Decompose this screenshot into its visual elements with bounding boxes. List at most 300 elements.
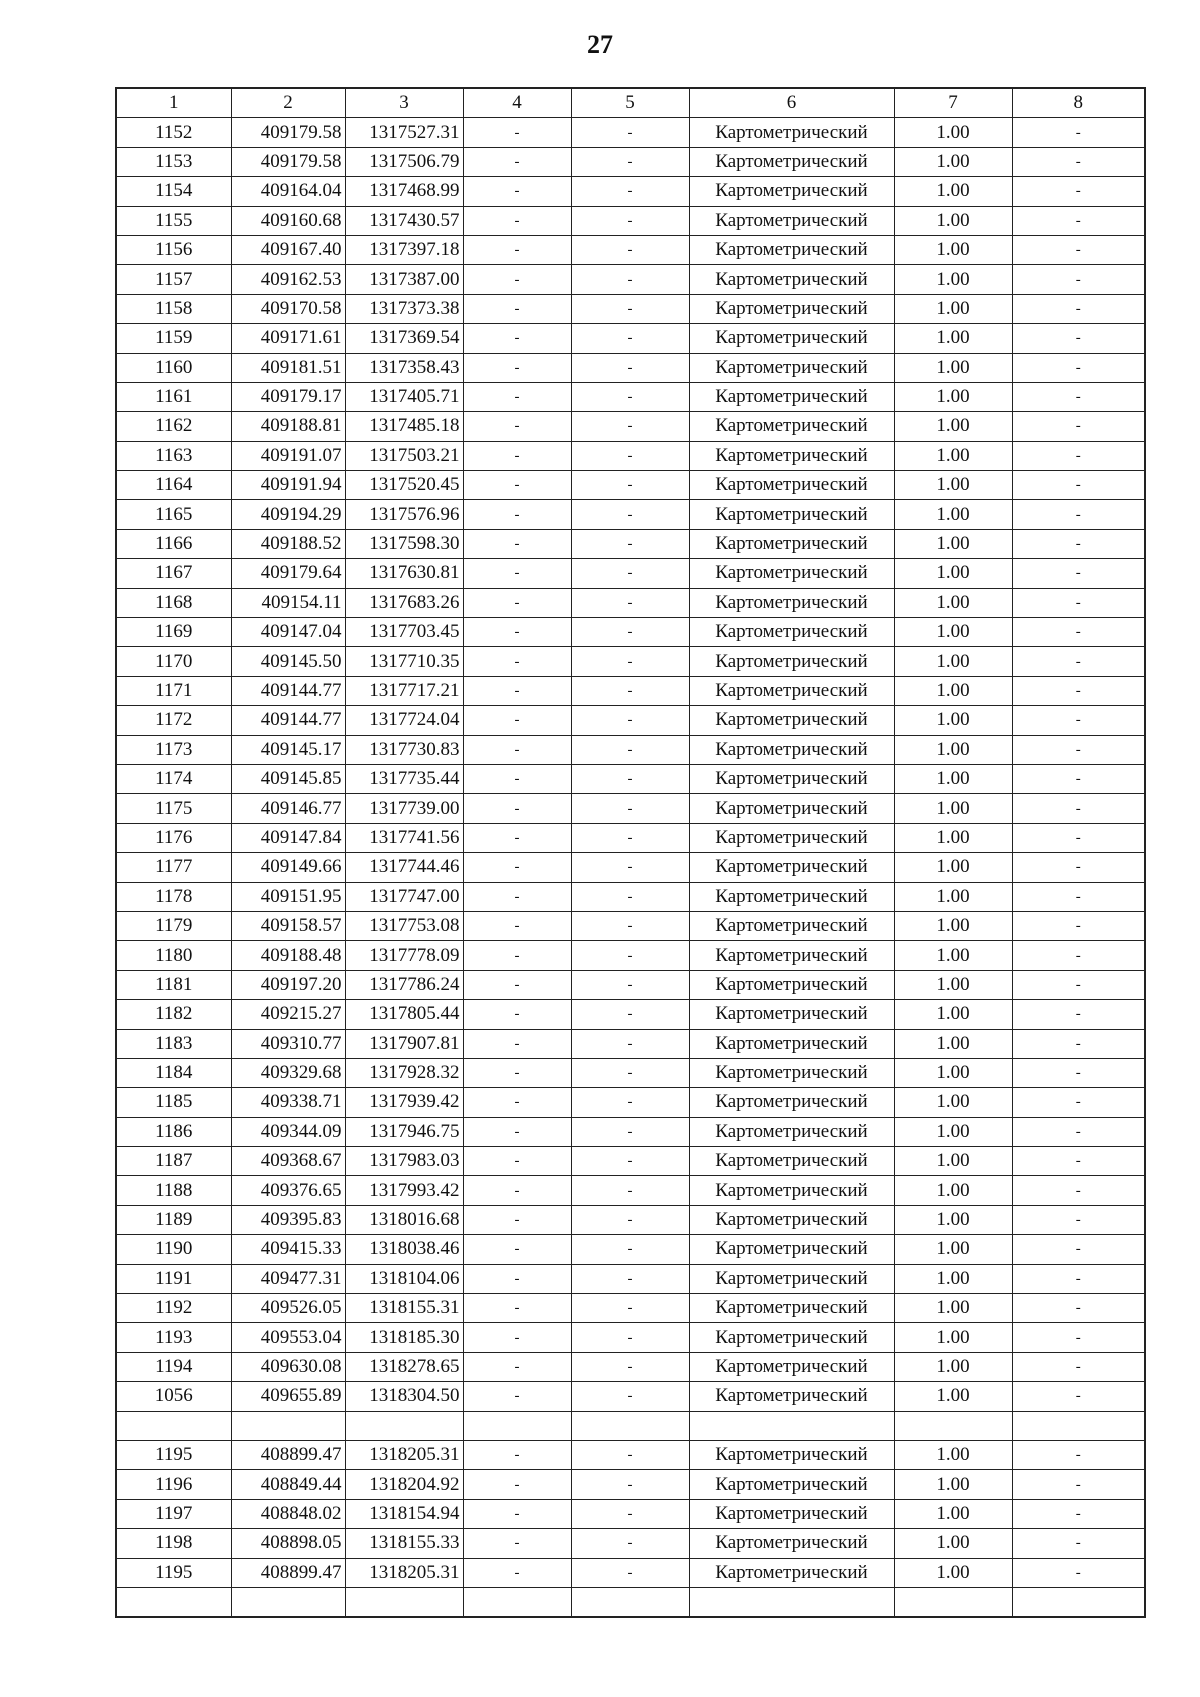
point-number-cell: 1174: [116, 764, 231, 793]
y-coordinate-cell: 1318104.06: [345, 1264, 463, 1293]
x-coordinate-cell: [231, 1411, 345, 1440]
point-number-cell: 1176: [116, 823, 231, 852]
point-number-cell: [116, 1411, 231, 1440]
point-number-cell: 1192: [116, 1294, 231, 1323]
point-number-cell: 1197: [116, 1499, 231, 1528]
col-8-cell: -: [1012, 1176, 1145, 1205]
method-cell: Картометрический: [689, 235, 894, 264]
y-coordinate-cell: 1318278.65: [345, 1352, 463, 1381]
col-8-cell: [1012, 1587, 1145, 1617]
col-5-cell: -: [571, 1558, 689, 1587]
col-8-cell: -: [1012, 500, 1145, 529]
point-number-cell: 1195: [116, 1440, 231, 1469]
accuracy-cell: 1.00: [894, 1029, 1012, 1058]
col-4-cell: -: [463, 529, 571, 558]
col-8-cell: -: [1012, 853, 1145, 882]
table-row: [116, 764, 1145, 793]
accuracy-cell: 1.00: [894, 1352, 1012, 1381]
method-cell: Картометрический: [689, 764, 894, 793]
x-coordinate-cell: 409526.05: [231, 1294, 345, 1323]
accuracy-cell: [894, 1587, 1012, 1617]
col-8-cell: -: [1012, 118, 1145, 147]
col-5-cell: -: [571, 647, 689, 676]
accuracy-cell: 1.00: [894, 764, 1012, 793]
col-4-cell: -: [463, 500, 571, 529]
x-coordinate-cell: 409145.85: [231, 764, 345, 793]
x-coordinate-cell: 409145.17: [231, 735, 345, 764]
col-8-cell: -: [1012, 911, 1145, 940]
x-coordinate-cell: 409149.66: [231, 853, 345, 882]
col-5-cell: -: [571, 177, 689, 206]
table-row: [116, 1029, 1145, 1058]
table-row: [116, 1470, 1145, 1499]
col-4-cell: -: [463, 1205, 571, 1234]
method-cell: Картометрический: [689, 1499, 894, 1528]
method-cell: Картометрический: [689, 618, 894, 647]
x-coordinate-cell: 409179.17: [231, 382, 345, 411]
col-8-cell: -: [1012, 1352, 1145, 1381]
point-number-cell: 1198: [116, 1529, 231, 1558]
point-number-cell: 1179: [116, 911, 231, 940]
column-header-4: 4: [463, 88, 571, 118]
col-5-cell: [571, 1587, 689, 1617]
col-5-cell: -: [571, 324, 689, 353]
col-4-cell: -: [463, 735, 571, 764]
col-4-cell: -: [463, 588, 571, 617]
accuracy-cell: [894, 1411, 1012, 1440]
method-cell: Картометрический: [689, 1176, 894, 1205]
y-coordinate-cell: 1317387.00: [345, 265, 463, 294]
col-8-cell: -: [1012, 1147, 1145, 1176]
col-5-cell: -: [571, 1147, 689, 1176]
method-cell: Картометрический: [689, 147, 894, 176]
col-5-cell: -: [571, 1029, 689, 1058]
method-cell: Картометрический: [689, 441, 894, 470]
col-5-cell: -: [571, 676, 689, 705]
col-8-cell: -: [1012, 1323, 1145, 1352]
accuracy-cell: 1.00: [894, 676, 1012, 705]
table-row: [116, 588, 1145, 617]
table-row: [116, 1587, 1145, 1617]
col-8-cell: -: [1012, 382, 1145, 411]
col-5-cell: -: [571, 206, 689, 235]
col-4-cell: -: [463, 235, 571, 264]
method-cell: Картометрический: [689, 706, 894, 735]
y-coordinate-cell: 1317778.09: [345, 941, 463, 970]
point-number-cell: 1175: [116, 794, 231, 823]
col-4-cell: -: [463, 265, 571, 294]
x-coordinate-cell: [231, 1587, 345, 1617]
col-4-cell: [463, 1587, 571, 1617]
accuracy-cell: 1.00: [894, 941, 1012, 970]
y-coordinate-cell: 1317735.44: [345, 764, 463, 793]
accuracy-cell: 1.00: [894, 177, 1012, 206]
method-cell: [689, 1587, 894, 1617]
point-number-cell: 1184: [116, 1058, 231, 1087]
y-coordinate-cell: 1317744.46: [345, 853, 463, 882]
page-number: 27: [587, 30, 613, 59]
x-coordinate-cell: 409376.65: [231, 1176, 345, 1205]
y-coordinate-cell: 1317520.45: [345, 471, 463, 500]
x-coordinate-cell: 409553.04: [231, 1323, 345, 1352]
table-row: [116, 353, 1145, 382]
point-number-cell: 1155: [116, 206, 231, 235]
method-cell: Картометрический: [689, 1029, 894, 1058]
method-cell: Картометрический: [689, 382, 894, 411]
col-5-cell: -: [571, 882, 689, 911]
point-number-cell: 1191: [116, 1264, 231, 1293]
column-header-7: 7: [894, 88, 1012, 118]
table-row: [116, 500, 1145, 529]
table-row: [116, 1264, 1145, 1293]
col-8-cell: -: [1012, 1529, 1145, 1558]
y-coordinate-cell: [345, 1587, 463, 1617]
accuracy-cell: 1.00: [894, 382, 1012, 411]
method-cell: Картометрический: [689, 353, 894, 382]
y-coordinate-cell: 1317468.99: [345, 177, 463, 206]
x-coordinate-cell: 409162.53: [231, 265, 345, 294]
col-8-cell: -: [1012, 1264, 1145, 1293]
col-8-cell: -: [1012, 265, 1145, 294]
table-row: [116, 206, 1145, 235]
table-body: [116, 118, 1145, 1617]
accuracy-cell: 1.00: [894, 1558, 1012, 1587]
table-row: [116, 794, 1145, 823]
col-5-cell: -: [571, 559, 689, 588]
col-5-cell: -: [571, 1000, 689, 1029]
point-number-cell: 1165: [116, 500, 231, 529]
col-4-cell: -: [463, 1470, 571, 1499]
accuracy-cell: 1.00: [894, 471, 1012, 500]
point-number-cell: 1158: [116, 294, 231, 323]
y-coordinate-cell: 1317397.18: [345, 235, 463, 264]
point-number-cell: 1163: [116, 441, 231, 470]
col-8-cell: -: [1012, 147, 1145, 176]
point-number-cell: 1180: [116, 941, 231, 970]
col-4-cell: -: [463, 1029, 571, 1058]
y-coordinate-cell: 1317506.79: [345, 147, 463, 176]
y-coordinate-cell: 1317983.03: [345, 1147, 463, 1176]
point-number-cell: 1181: [116, 970, 231, 999]
col-5-cell: -: [571, 1235, 689, 1264]
method-cell: Картометрический: [689, 882, 894, 911]
accuracy-cell: 1.00: [894, 1058, 1012, 1087]
col-5-cell: -: [571, 382, 689, 411]
col-5-cell: -: [571, 529, 689, 558]
method-cell: Картометрический: [689, 941, 894, 970]
column-header-5: 5: [571, 88, 689, 118]
col-8-cell: -: [1012, 1029, 1145, 1058]
col-8-cell: -: [1012, 823, 1145, 852]
col-8-cell: -: [1012, 1470, 1145, 1499]
y-coordinate-cell: 1317485.18: [345, 412, 463, 441]
col-5-cell: -: [571, 118, 689, 147]
x-coordinate-cell: 409164.04: [231, 177, 345, 206]
point-number-cell: 1173: [116, 735, 231, 764]
x-coordinate-cell: 409160.68: [231, 206, 345, 235]
y-coordinate-cell: 1317805.44: [345, 1000, 463, 1029]
table-row: [116, 1529, 1145, 1558]
col-4-cell: -: [463, 1058, 571, 1087]
col-4-cell: -: [463, 353, 571, 382]
col-4-cell: -: [463, 1235, 571, 1264]
col-4-cell: -: [463, 1176, 571, 1205]
accuracy-cell: 1.00: [894, 1470, 1012, 1499]
point-number-cell: 1182: [116, 1000, 231, 1029]
table-row: [116, 529, 1145, 558]
table-row: [116, 441, 1145, 470]
accuracy-cell: 1.00: [894, 294, 1012, 323]
accuracy-cell: 1.00: [894, 147, 1012, 176]
accuracy-cell: 1.00: [894, 794, 1012, 823]
col-5-cell: -: [571, 500, 689, 529]
x-coordinate-cell: 409170.58: [231, 294, 345, 323]
method-cell: Картометрический: [689, 1323, 894, 1352]
col-8-cell: -: [1012, 1058, 1145, 1087]
point-number-cell: 1189: [116, 1205, 231, 1234]
col-8-cell: -: [1012, 1235, 1145, 1264]
col-8-cell: -: [1012, 471, 1145, 500]
y-coordinate-cell: 1317598.30: [345, 529, 463, 558]
method-cell: Картометрический: [689, 1264, 894, 1293]
method-cell: Картометрический: [689, 1147, 894, 1176]
table-row: [116, 735, 1145, 764]
col-8-cell: -: [1012, 794, 1145, 823]
method-cell: Картометрический: [689, 647, 894, 676]
column-header-8: 8: [1012, 88, 1145, 118]
accuracy-cell: 1.00: [894, 412, 1012, 441]
point-number-cell: 1183: [116, 1029, 231, 1058]
accuracy-cell: 1.00: [894, 441, 1012, 470]
accuracy-cell: 1.00: [894, 206, 1012, 235]
table-row: [116, 1147, 1145, 1176]
col-8-cell: [1012, 1411, 1145, 1440]
y-coordinate-cell: 1317683.26: [345, 588, 463, 617]
point-number-cell: 1153: [116, 147, 231, 176]
x-coordinate-cell: 409188.81: [231, 412, 345, 441]
y-coordinate-cell: 1317358.43: [345, 353, 463, 382]
col-5-cell: -: [571, 471, 689, 500]
method-cell: Картометрический: [689, 1558, 894, 1587]
col-5-cell: -: [571, 1294, 689, 1323]
method-cell: Картометрический: [689, 324, 894, 353]
accuracy-cell: 1.00: [894, 1205, 1012, 1234]
method-cell: Картометрический: [689, 1205, 894, 1234]
col-8-cell: -: [1012, 529, 1145, 558]
col-4-cell: -: [463, 1000, 571, 1029]
col-5-cell: -: [571, 1088, 689, 1117]
col-5-cell: [571, 1411, 689, 1440]
table-row: [116, 1323, 1145, 1352]
x-coordinate-cell: 409171.61: [231, 324, 345, 353]
x-coordinate-cell: 409179.58: [231, 147, 345, 176]
method-cell: Картометрический: [689, 911, 894, 940]
col-5-cell: -: [571, 1264, 689, 1293]
point-number-cell: 1160: [116, 353, 231, 382]
table-row: [116, 1352, 1145, 1381]
method-cell: Картометрический: [689, 1117, 894, 1146]
col-8-cell: -: [1012, 441, 1145, 470]
y-coordinate-cell: 1317907.81: [345, 1029, 463, 1058]
point-number-cell: 1190: [116, 1235, 231, 1264]
accuracy-cell: 1.00: [894, 1147, 1012, 1176]
x-coordinate-cell: 409215.27: [231, 1000, 345, 1029]
method-cell: Картометрический: [689, 1382, 894, 1411]
x-coordinate-cell: 408899.47: [231, 1440, 345, 1469]
y-coordinate-cell: 1317373.38: [345, 294, 463, 323]
col-5-cell: -: [571, 970, 689, 999]
accuracy-cell: 1.00: [894, 1088, 1012, 1117]
accuracy-cell: 1.00: [894, 823, 1012, 852]
x-coordinate-cell: 409415.33: [231, 1235, 345, 1264]
col-8-cell: -: [1012, 676, 1145, 705]
column-header-1: 1: [116, 88, 231, 118]
x-coordinate-cell: 409147.04: [231, 618, 345, 647]
col-4-cell: -: [463, 471, 571, 500]
col-4-cell: -: [463, 647, 571, 676]
table-row: [116, 265, 1145, 294]
column-header-2: 2: [231, 88, 345, 118]
method-cell: Картометрический: [689, 970, 894, 999]
accuracy-cell: 1.00: [894, 500, 1012, 529]
col-5-cell: -: [571, 911, 689, 940]
y-coordinate-cell: 1317928.32: [345, 1058, 463, 1087]
col-5-cell: -: [571, 441, 689, 470]
table-row: [116, 853, 1145, 882]
col-4-cell: -: [463, 1294, 571, 1323]
col-4-cell: -: [463, 559, 571, 588]
table-row: [116, 1235, 1145, 1264]
accuracy-cell: 1.00: [894, 235, 1012, 264]
table-row: [116, 294, 1145, 323]
y-coordinate-cell: 1318205.31: [345, 1440, 463, 1469]
x-coordinate-cell: 409191.07: [231, 441, 345, 470]
point-number-cell: 1194: [116, 1352, 231, 1381]
y-coordinate-cell: 1317946.75: [345, 1117, 463, 1146]
method-cell: Картометрический: [689, 471, 894, 500]
point-number-cell: 1161: [116, 382, 231, 411]
col-5-cell: -: [571, 1499, 689, 1528]
accuracy-cell: 1.00: [894, 735, 1012, 764]
col-5-cell: -: [571, 1529, 689, 1558]
col-8-cell: -: [1012, 1294, 1145, 1323]
col-4-cell: -: [463, 1147, 571, 1176]
col-8-cell: -: [1012, 412, 1145, 441]
col-8-cell: -: [1012, 735, 1145, 764]
method-cell: Картометрический: [689, 1235, 894, 1264]
x-coordinate-cell: 408898.05: [231, 1529, 345, 1558]
table-row: [116, 618, 1145, 647]
accuracy-cell: 1.00: [894, 882, 1012, 911]
col-4-cell: -: [463, 1529, 571, 1558]
point-number-cell: 1170: [116, 647, 231, 676]
col-4-cell: -: [463, 441, 571, 470]
method-cell: Картометрический: [689, 412, 894, 441]
point-number-cell: 1196: [116, 1470, 231, 1499]
col-4-cell: -: [463, 412, 571, 441]
col-8-cell: -: [1012, 1088, 1145, 1117]
method-cell: Картометрический: [689, 294, 894, 323]
col-4-cell: -: [463, 764, 571, 793]
col-4-cell: -: [463, 294, 571, 323]
col-4-cell: [463, 1411, 571, 1440]
x-coordinate-cell: 409144.77: [231, 706, 345, 735]
point-number-cell: 1195: [116, 1558, 231, 1587]
point-number-cell: 1178: [116, 882, 231, 911]
x-coordinate-cell: 409181.51: [231, 353, 345, 382]
method-cell: Картометрический: [689, 529, 894, 558]
coordinates-table: [115, 87, 1146, 1618]
accuracy-cell: 1.00: [894, 1323, 1012, 1352]
col-8-cell: -: [1012, 941, 1145, 970]
col-4-cell: -: [463, 382, 571, 411]
col-4-cell: -: [463, 1088, 571, 1117]
y-coordinate-cell: [345, 1411, 463, 1440]
col-8-cell: -: [1012, 1117, 1145, 1146]
col-8-cell: -: [1012, 647, 1145, 676]
table-row: [116, 706, 1145, 735]
col-5-cell: -: [571, 1382, 689, 1411]
x-coordinate-cell: 409630.08: [231, 1352, 345, 1381]
table-row: [116, 1088, 1145, 1117]
table-row: [116, 559, 1145, 588]
point-number-cell: 1187: [116, 1147, 231, 1176]
accuracy-cell: 1.00: [894, 1440, 1012, 1469]
method-cell: Картометрический: [689, 1294, 894, 1323]
point-number-cell: 1157: [116, 265, 231, 294]
col-8-cell: -: [1012, 1440, 1145, 1469]
col-8-cell: -: [1012, 588, 1145, 617]
header-row: [116, 88, 1145, 118]
method-cell: [689, 1411, 894, 1440]
y-coordinate-cell: 1317747.00: [345, 882, 463, 911]
y-coordinate-cell: 1317724.04: [345, 706, 463, 735]
point-number-cell: 1162: [116, 412, 231, 441]
method-cell: Картометрический: [689, 1058, 894, 1087]
point-number-cell: 1156: [116, 235, 231, 264]
point-number-cell: 1171: [116, 676, 231, 705]
table-row: [116, 235, 1145, 264]
table-row: [116, 177, 1145, 206]
point-number-cell: 1152: [116, 118, 231, 147]
method-cell: Картометрический: [689, 1088, 894, 1117]
point-number-cell: 1166: [116, 529, 231, 558]
col-4-cell: -: [463, 853, 571, 882]
point-number-cell: 1164: [116, 471, 231, 500]
point-number-cell: 1154: [116, 177, 231, 206]
col-5-cell: -: [571, 1117, 689, 1146]
accuracy-cell: 1.00: [894, 265, 1012, 294]
method-cell: Картометрический: [689, 559, 894, 588]
accuracy-cell: 1.00: [894, 118, 1012, 147]
table-row: [116, 1000, 1145, 1029]
y-coordinate-cell: 1318016.68: [345, 1205, 463, 1234]
x-coordinate-cell: 409158.57: [231, 911, 345, 940]
y-coordinate-cell: 1317730.83: [345, 735, 463, 764]
col-5-cell: -: [571, 147, 689, 176]
table-row: [116, 382, 1145, 411]
table-row: [116, 1499, 1145, 1528]
table-row: [116, 911, 1145, 940]
accuracy-cell: 1.00: [894, 1235, 1012, 1264]
y-coordinate-cell: 1317993.42: [345, 1176, 463, 1205]
table-row: [116, 1411, 1145, 1440]
y-coordinate-cell: 1317710.35: [345, 647, 463, 676]
x-coordinate-cell: 409188.48: [231, 941, 345, 970]
col-4-cell: -: [463, 118, 571, 147]
accuracy-cell: 1.00: [894, 1382, 1012, 1411]
col-4-cell: -: [463, 147, 571, 176]
